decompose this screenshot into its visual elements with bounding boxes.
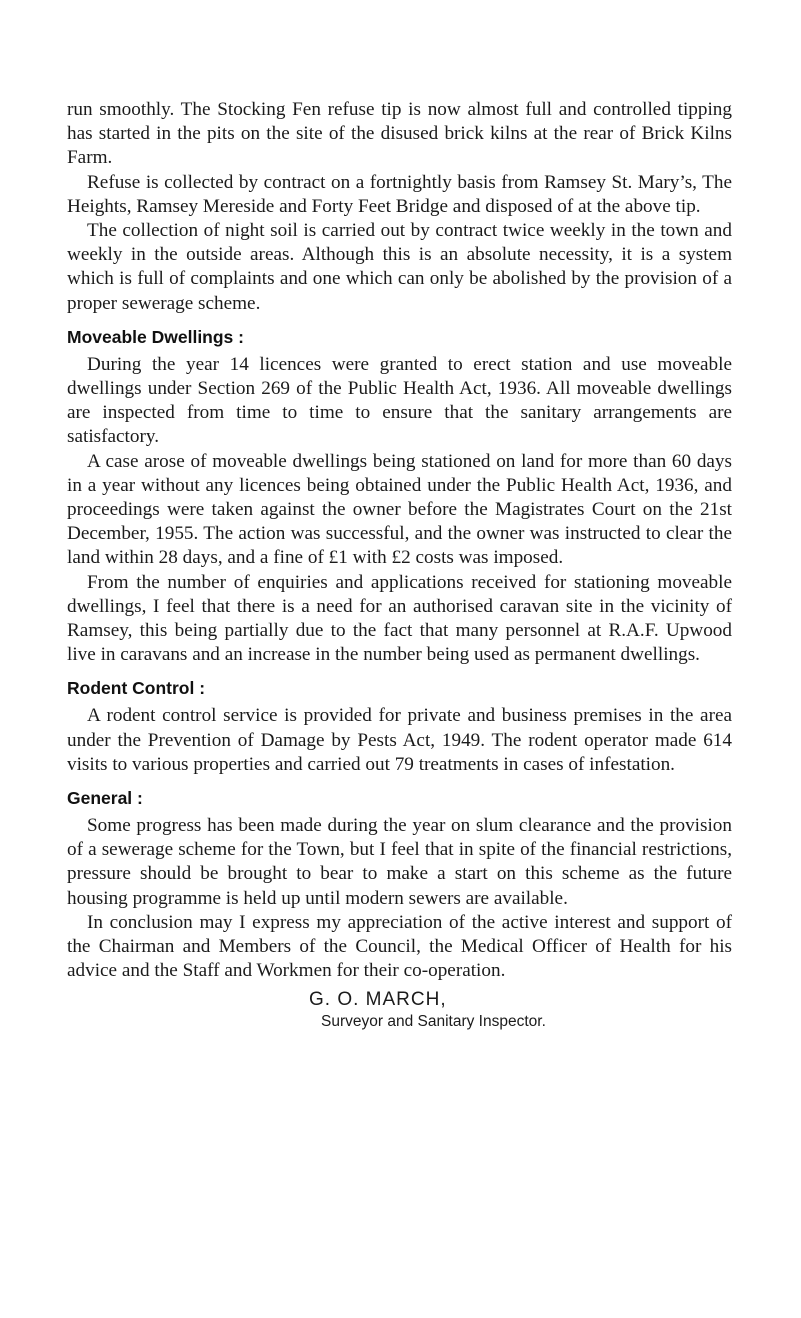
paragraph: A rodent control service is provided for private and business premises in the area under the Prevention of Damage by Pests Act, 1949. The rodent operator made 614 visits to various properties and carried out 79 treatments in cases of infestation. — [67, 705, 732, 775]
section-heading-general: General : — [67, 788, 143, 809]
signature-title: Surveyor and Sanitary Inspector. — [321, 1012, 546, 1030]
document-page — [67, 98, 732, 1032]
paragraph: A case arose of moveable dwellings being stationed on land for more than 60 days in a year without any licences being obtained under the Public Health Act, 1936, and proceedings were taken against the owner before the Magistrates Court on the 21st December, 1955. The action was successful, and the owner was instructed to clear the land within 28 days, and a fine of £1 with £2 costs was imposed. — [67, 450, 732, 569]
paragraph: In conclusion may I express my appreciation of the active interest and support of the Chairman and Members of the Council, the Medical Officer of Health for his advice and the Staff and Workmen for their co-operation. — [67, 911, 732, 982]
paragraph: Refuse is collected by contract on a fortnightly basis from Ramsey St. Mary’s, The Heights, Ramsey Mereside and Forty Feet Bridge and disposed of at the above tip. — [67, 171, 732, 217]
paragraph: During the year 14 licences were granted to erect station and use moveable dwellings under Section 269 of the Public Health Act, 1936. All moveable dwellings are inspected from time to time to ensure that the sanitary arrangements are satisfactory. — [67, 353, 732, 448]
paragraph: Some progress has been made during the year on slum clearance and the provision of a sewerage scheme for the Town, but I feel that in spite of the financial restrictions, pressure should be brought to bear to make a start on this scheme as the future housing programme is held up until modern sewers are available. — [67, 815, 732, 909]
paragraph: run smoothly. The Stocking Fen refuse tip is now almost full and controlled tipping has started in the pits on the site of the disused brick kilns at the rear of Brick Kilns Farm. — [67, 99, 732, 169]
signature-name: G. O. MARCH, — [309, 988, 447, 1010]
paragraph: The collection of night soil is carried out by contract twice weekly in the town and weekly in the outside areas. Although this is an absolute necessity, it is a system which is full of complaints and one which can only be abolished by the provision of a proper sewerage scheme. — [67, 220, 732, 314]
section-heading-rodent-control: Rodent Control : — [67, 678, 206, 699]
signature-block — [67, 988, 732, 1032]
paragraph: From the number of enquiries and applications received for stationing moveable dwellings, I feel that there is a need for an authorised caravan site in the vicinity of Ramsey, this being partially due to the fact that many personnel at R.A.F. Upwood live in caravans and an increase in the number being used as permanent dwellings. — [67, 571, 732, 666]
section-heading-moveable-dwellings: Moveable Dwellings : — [67, 326, 244, 347]
